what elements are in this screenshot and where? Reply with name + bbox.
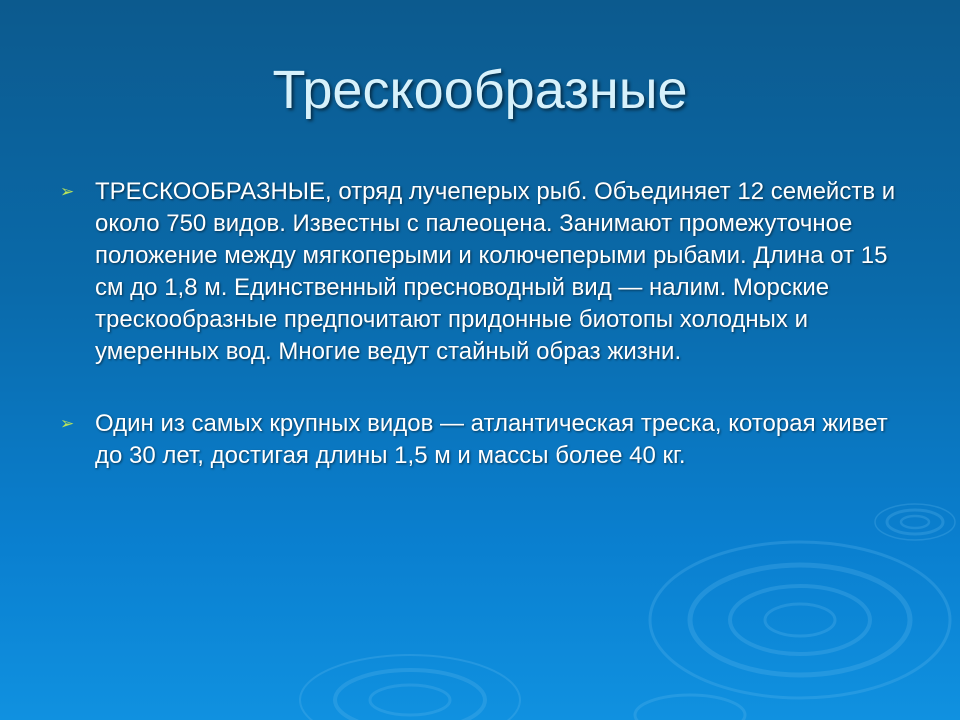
bullet-text: Один из самых крупных видов — атлантическая треска, которая живет до 30 лет, достигая длины 1,5 м и массы более 40 кг. — [95, 410, 888, 469]
arrow-bullet-icon: ➢ — [60, 414, 75, 433]
arrow-bullet-icon: ➢ — [60, 182, 75, 201]
bullet-list — [60, 176, 920, 472]
bullet-item — [60, 176, 920, 368]
bullet-item — [60, 408, 920, 472]
bullet-text: ТРЕСКООБРАЗНЫЕ, отряд лучеперых рыб. Объединяет 12 семейств и около 750 видов. Известны с палеоцена. Занимают промежуточное положение между мягкоперыми и колючеперыми рыбами. Длина от 15 см до 1,8 м. Единственный пресноводный вид — налим. Морские трескообразные предпочитают придонные биотопы холодных и умеренных вод. Многие ведут стайный образ жизни. — [95, 178, 896, 365]
slide-title: Трескообразные — [272, 60, 688, 120]
